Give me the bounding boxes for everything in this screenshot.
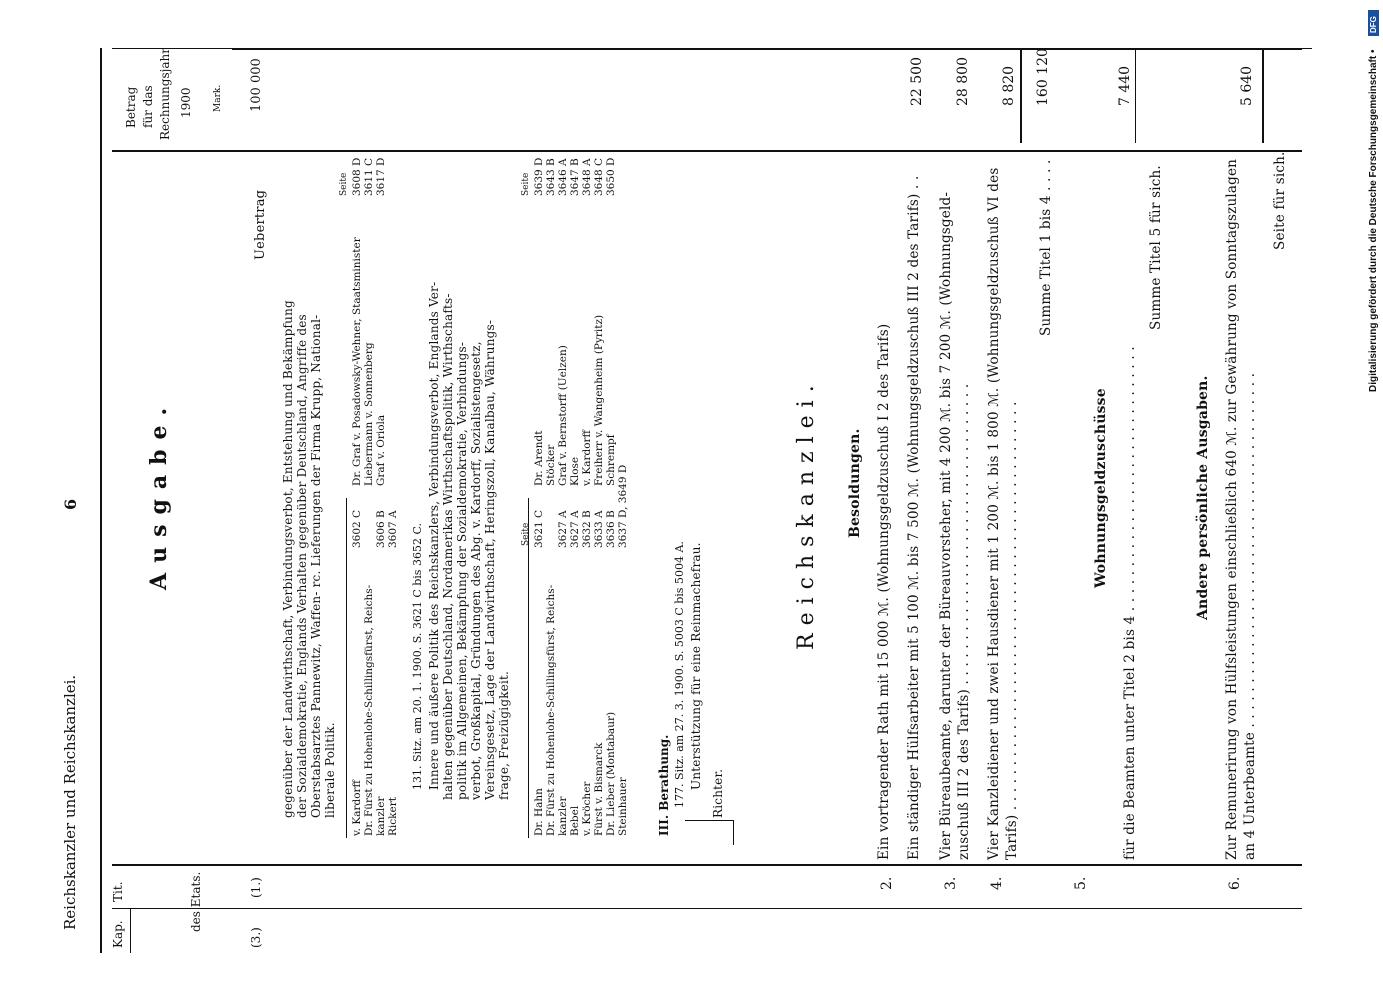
col-betrag-2: für das — [141, 85, 155, 128]
debate2-left-page: 3637 D, 3649 D — [617, 464, 629, 548]
debate2-left-name: kanzler — [557, 796, 569, 836]
debate2-line5: Vereinsgesetz, Lage der Landwirthschaft, Heringszoll, Kanalbau, Währungs- — [483, 319, 497, 800]
item-2b-amount: 22 500 — [909, 57, 925, 106]
debate2-line2: halten gegenüber Deutschland, Nordamerikas Wirthschaftspolitik, Wirthschafts- — [441, 293, 455, 800]
debate2-left-name: Bebel — [569, 805, 581, 836]
rule-sum1 — [1020, 48, 1022, 143]
debate2-right-page: 3639 D — [533, 157, 545, 196]
debate2-right-name: Freiherr v. Wangenheim (Pyritz) — [593, 314, 605, 486]
col-tit: Tit. — [111, 881, 125, 902]
summe5-label: Summe Titel 5 für sich. — [1148, 165, 1164, 330]
besoldungen-heading: Besoldungen. — [847, 428, 863, 538]
page-number: 6 — [61, 498, 80, 510]
debate2-right-name: v. Kardorff — [581, 429, 593, 486]
debate1-right-name: Dr. Graf v. Posadowsky-Wehner, Staatsminister — [351, 237, 363, 486]
ref-tit: (1.) — [249, 877, 263, 898]
debate2-right-page: 3648 C — [593, 157, 605, 196]
debate2-left-page: 3636 B — [605, 510, 617, 548]
reichskanzlei-title: Reichskanzlei. — [794, 377, 819, 650]
col-betrag-3: Rechnungsjahr — [158, 48, 172, 140]
debate1-right-name: Graf v. Oriola — [375, 414, 387, 486]
debate2-right-name: Dr. Arendt — [533, 430, 545, 486]
rule-tit-inner — [112, 908, 1302, 909]
uebertrag-label: Uebertrag — [253, 189, 268, 260]
debate2-left-page: 3627 A — [569, 510, 581, 548]
debate2-left-page: 3633 A — [593, 510, 605, 548]
item-tit-3: 3. — [943, 876, 959, 890]
debate2-right-name: Schrempf — [605, 434, 617, 486]
item-tit-5: 5. — [1073, 876, 1089, 890]
col-des-etats: des Etats. — [189, 871, 203, 932]
debate2-line4: verbot, Großkapital, Gründungen des Abg. v. Kardorff, Sozialistengesetz, — [469, 341, 483, 800]
item-5-line1: für die Beamten unter Titel 2 bis 4 . . . . . . . . . . . . . . . . . . . . . . . . . . . . . . — [1122, 346, 1138, 860]
summe1-amount: 160 120 — [1035, 48, 1051, 106]
debate2-line6: frage, Freizügigkeit. — [497, 670, 511, 800]
item-4-amount: 8 820 — [1001, 65, 1017, 106]
debate2-right-page: 3648 A — [581, 158, 593, 196]
debate1-left-page: 3602 C — [351, 509, 363, 548]
ref-kap: (3.) — [249, 927, 263, 948]
debate1-seite: Seite — [339, 172, 349, 196]
dfg-logo-text: DFG — [1369, 16, 1378, 33]
dfg-logo — [1368, 10, 1379, 36]
item-tit-4: 4. — [989, 876, 1005, 890]
wohnungsgeld-heading: Wohnungsgeldzuschüsse — [1093, 388, 1109, 588]
rule-sum5 — [1135, 48, 1136, 143]
item-tit-2: 2. — [879, 876, 895, 890]
debate2-left-name: Dr. Fürst zu Hohenlohe-Schillingsfürst, Reichs- — [545, 584, 557, 836]
debate1-left-name: Rickert — [387, 797, 399, 836]
debate2-left-page: 3621 C — [533, 509, 545, 548]
debate1-line2: der Sozialdemokratie, Englands Verhalten gegenüber Deutschland, Angriffe des — [295, 314, 309, 818]
rule-betrag-left — [112, 150, 1302, 152]
rule-betrag-column — [232, 48, 1302, 50]
debate2-right-name: Graf v. Bernstorff (Uelzen) — [557, 345, 569, 486]
debate2-right-page: 3643 B — [545, 158, 557, 196]
seite6-label: Seite für sich. — [1272, 151, 1288, 250]
rule-kap-tit — [112, 864, 1302, 866]
debate2-line1: Innere und äußere Politik des Reichskanzlers, Verbindungsverbot, Englands Ver- — [427, 281, 441, 790]
debate1-left-page: 3606 B — [375, 510, 387, 548]
reading3-topic: Unterstützung für eine Reinmachefrau. — [689, 542, 703, 790]
rule-bracket-h — [685, 820, 733, 821]
item-3-line1: Vier Büreaubeamte, darunter der Büreauvorsteher, mit 4 200 ℳ. bis 7 200 ℳ. (Wohnungsgeld- — [938, 191, 954, 860]
debate1-left-page: 3607 A — [387, 510, 399, 548]
debate2-line3: politik im Allgemeinen, Bekämpfung der Sozialdemokratie, Verbindungs- — [455, 341, 469, 800]
debate1-line3: Oberstabsarztes Pannewitz, Waffen- rc. Lieferungen der Firma Krupp, National- — [309, 314, 323, 818]
item-2b-line1: Ein ständiger Hülfsarbeiter mit 5 100 ℳ. bis 7 500 ℳ. (Wohnungsgeldzuschuß III 2 des Tarifs) . . — [906, 175, 922, 860]
debate2-left-name: Dr. Hahn — [533, 788, 545, 836]
debate2-seite-right: Seite — [521, 172, 531, 196]
debate1-right-name: Liebermann v. Sonnenberg — [363, 342, 375, 486]
item-6-line2: an 4 Unterbeamte . . . . . . . . . . . . . . . . . . . . . . . . . . . . . . . . . . . . . . . . — [1242, 372, 1258, 860]
debate2-left-name: Fürst v. Bismarck — [593, 742, 605, 836]
debate1-right-page: 3617 D — [375, 157, 387, 196]
session-131: 131. Sitz. am 20. 1. 1900. S. 3621 C bis 3652 C. — [411, 523, 424, 790]
debate2-left-page: 3632 B — [581, 510, 593, 548]
debate1-left-name: Dr. Fürst zu Hohenlohe-Schillingsfürst, Reichs- — [363, 584, 375, 836]
summe1-label: Summe Titel 1 bis 4 . . . . — [1038, 159, 1054, 336]
debate1-right-page: 3611 C — [363, 157, 375, 196]
debate2-left-page: 3627 A — [557, 510, 569, 548]
debate2-left-name: v. Kröcher — [581, 781, 593, 836]
debate1-line4: liberale Politik. — [323, 722, 337, 818]
rule-sum6 — [1262, 48, 1264, 143]
digitization-credit: Digitalisierung gefördert durch die Deutsche Forschungsgemeinschaft • — [1368, 49, 1379, 392]
debate1-line1: gegenüber der Landwirthschaft, Verbindungsverbot, Entstehung und Bekämpfung — [281, 300, 295, 818]
item-3-amount: 28 800 — [955, 57, 971, 106]
rule-bracket — [733, 820, 734, 845]
debate2-seite-left: Seite — [521, 522, 531, 546]
debate2-right-page: 3647 B — [569, 158, 581, 196]
rule-speaker-sep — [346, 498, 347, 838]
item-tit-6: 6. — [1227, 876, 1243, 890]
item-5-amount: 7 440 — [1117, 65, 1133, 106]
debate1-left-name: v. Kardorff — [351, 779, 363, 836]
col-betrag-5: Mark. — [213, 84, 223, 112]
col-betrag-1: Betrag — [124, 86, 138, 128]
uebertrag-amount: 100 000 — [249, 58, 264, 112]
col-betrag-4: 1900 — [179, 87, 193, 118]
item-3-line2: zuschuß III 2 des Tarifs) . . . . . . . . . . . . . . . . . . . . . . . . . . . . . . . . . . — [956, 383, 972, 860]
debate2-right-page: 3646 A — [557, 158, 569, 196]
debate2-left-name: Steinhauer — [617, 777, 629, 836]
debate2-right-name: Stöcker — [545, 444, 557, 486]
rule-top-header — [100, 48, 102, 953]
section-title: Ausgabe. — [146, 397, 172, 590]
andere-heading: Andere persönliche Ausgaben. — [1195, 375, 1211, 620]
item-4-line2: Tarifs) . . . . . . . . . . . . . . . . . . . . . . . . . . . . . . . . . . . . . . . . . . . . . . — [1004, 401, 1020, 860]
col-kap: Kap. — [111, 920, 125, 948]
reading3-title: III. Berathung. — [657, 734, 671, 836]
item-4-line1: Vier Kanzleidiener und zwei Hausdiener mit 1 200 ℳ. bis 1 800 ℳ. (Wohnungsgeldzuschuß VI des — [986, 167, 1002, 860]
debate1-left-name: kanzler — [375, 796, 387, 836]
item-2-line1: Ein vortragender Rath mit 15 000 ℳ. (Wohnungsgeldzuschuß I 2 des Tarifs) — [876, 323, 892, 860]
debate1-right-page: 3608 D — [351, 157, 363, 196]
running-head: Reichskanzler und Reichskanzlei. — [61, 674, 79, 930]
reading3-speaker: Richter. — [711, 768, 725, 818]
item-6-amount: 5 640 — [1239, 65, 1255, 106]
reading3-session: 177. Sitz. am 27. 3. 1900. S. 5003 C bis 5004 A. — [673, 541, 686, 808]
item-6-line1: Zur Remunerirung von Hülfsleistungen einschließlich 640 ℳ. zur Gewährung von Sonntagszulagen — [1224, 158, 1240, 860]
rule-speaker-sep-2 — [528, 498, 529, 838]
debate2-right-name: Klose — [569, 456, 581, 486]
rule-kap-head — [130, 908, 131, 953]
debate2-right-page: 3650 D — [605, 157, 617, 196]
debate2-left-name: Dr. Lieber (Montabaur) — [605, 711, 617, 836]
